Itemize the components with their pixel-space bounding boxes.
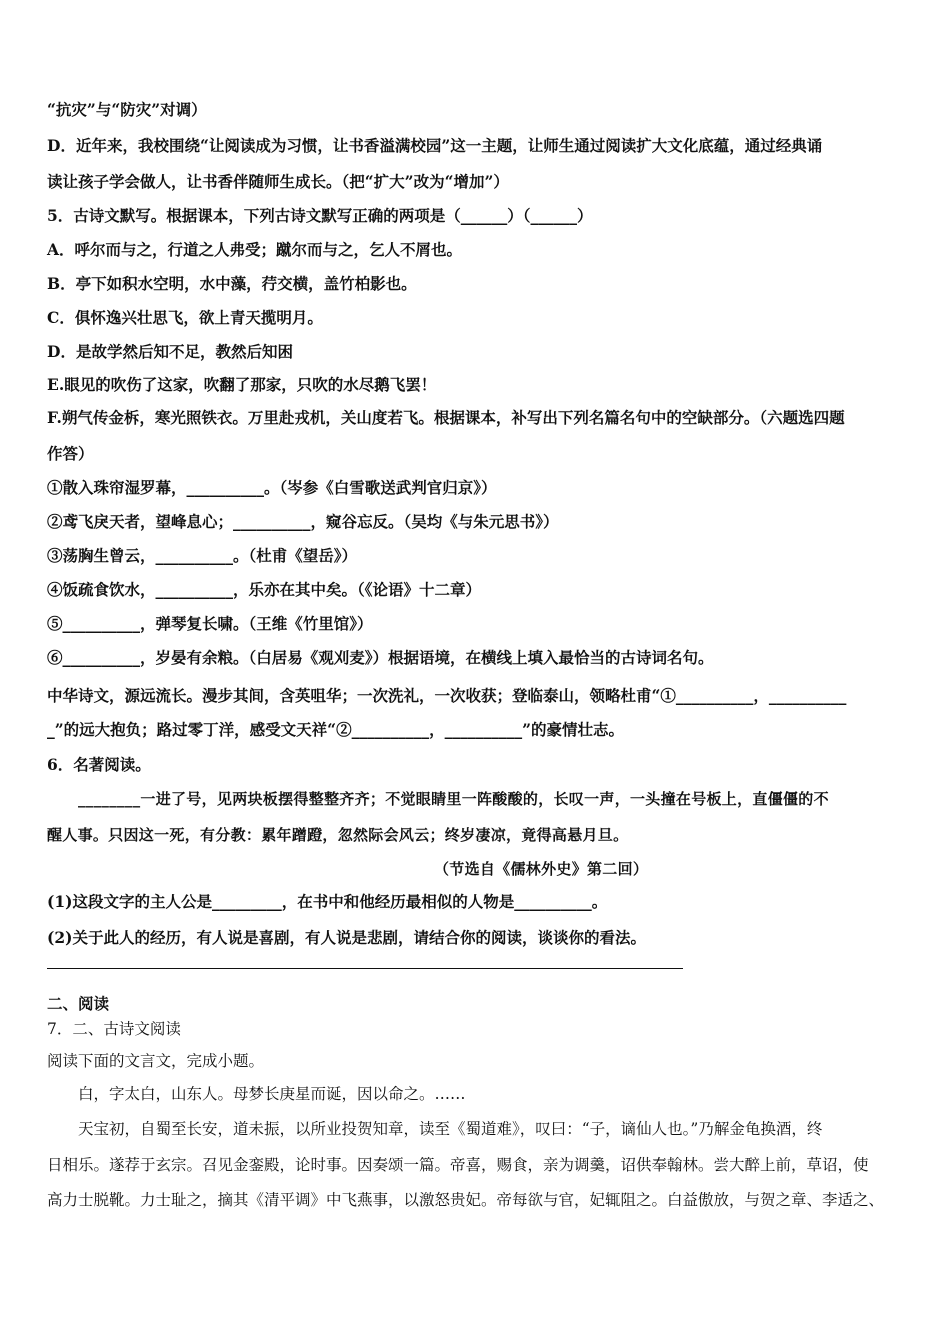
option-b: B．亭下如积水空明，水中藻，荇交横，盖竹柏影也。 xyxy=(47,274,417,293)
fill-blank-5: ⑤__________，弹琴复长啸。（王维《竹里馆》） xyxy=(47,614,373,633)
option-c: C．俱怀逸兴壮思飞，欲上青天揽明月。 xyxy=(47,308,323,327)
fill-blank-1: ①散入珠帘湿罗幕，__________。（岑参《白雪歌送武判官归京》） xyxy=(47,478,497,497)
question-7-title: 7．二、古诗文阅读 xyxy=(47,1020,181,1038)
classical-text-line1: 白，字太白，山东人。母梦长庚星而诞，因以命之。…… xyxy=(78,1085,466,1103)
fill-blank-3: ③荡胸生曾云，__________。（杜甫《望岳》） xyxy=(47,546,358,565)
line-03: 读让孩子学会做人，让书香伴随师生成长。（把“扩大”改为“增加”） xyxy=(47,172,509,191)
line-11: 作答） xyxy=(47,444,94,463)
excerpt-line1: ________一进了号，见两块板摆得整整齐齐；不觉眼睛里一阵酸酸的，长叹一声，一头撞在号板上，直僵僵的不 xyxy=(78,790,829,808)
excerpt-source: （节选自《儒林外史》第二回） xyxy=(434,860,649,878)
instruction: 阅读下面的文言文，完成小题。 xyxy=(47,1052,265,1070)
option-d: D．是故学然后知不足，教然后知困 xyxy=(47,342,293,361)
fill-blank-6: ⑥__________，岁晏有余粮。（白居易《观刈麦》）根据语境，在横线上填入最恰当的古诗词名句。 xyxy=(47,648,714,667)
question-6-title: 6．名著阅读。 xyxy=(47,755,151,774)
section-heading: 二、阅读 xyxy=(47,994,110,1013)
context-fill-line2: _”的远大抱负；路过零丁洋，感受文天祥“②__________，__________”的豪情壮志。 xyxy=(47,720,624,739)
answer-line xyxy=(47,968,683,969)
question-5-title: 5．古诗文默写。根据课本，下列古诗文默写正确的两项是（______）（______） xyxy=(47,206,593,225)
context-fill-line1: 中华诗文，源远流长。漫步其间，含英咀华；一次洗礼，一次收获；登临泰山，领略杜甫“①__________，__________ xyxy=(47,686,847,705)
classical-text-line2: 天宝初，自蜀至长安，道未振，以所业投贺知章，读至《蜀道难》，叹曰：“子，谪仙人也。”乃解金龟换酒，终 xyxy=(78,1120,823,1138)
option-e: E.眼见的吹伤了这家，吹翻了那家，只吹的水尽鹅飞罢！ xyxy=(47,375,437,394)
fill-blank-2: ②鸢飞戾天者，望峰息心；__________，窥谷忘反。（吴均《与朱元思书》） xyxy=(47,512,559,531)
sub-question-1: (1)这段文字的主人公是_________，在书中和他经历最相似的人物是__________。 xyxy=(47,892,608,911)
option-f: F.朔气传金柝，寒光照铁衣。万里赴戎机，关山度若飞。根据课本，补写出下列名篇名句中的空缺部分。（六题选四题 xyxy=(47,408,845,427)
option-d-question4: D．近年来，我校围绕“让阅读成为习惯，让书香溢满校园”这一主题，让师生通过阅读扩大文化底蕴，通过经典诵 xyxy=(47,136,823,155)
excerpt-line2: 醒人事。只因这一死，有分教：累年蹭蹬，忽然际会风云；终岁凄凉，竟得高悬月旦。 xyxy=(47,826,629,844)
classical-text-line4: 高力士脱靴。力士耻之，摘其《清平调》中飞燕事，以激怒贵妃。帝每欲与官，妃辄阻之。白益傲放，与贺之章、李适之、 xyxy=(47,1191,885,1209)
fill-blank-4: ④饭疏食饮水，__________，乐亦在其中矣。（《论语》十二章） xyxy=(47,580,482,599)
option-a: A．呼尔而与之，行道之人弗受；蹴尔而与之，乞人不屑也。 xyxy=(47,240,463,259)
sub-question-2: (2)关于此人的经历，有人说是喜剧，有人说是悲剧，请结合你的阅读，谈谈你的看法。 xyxy=(47,928,646,947)
line-01: “抗灾”与“防灾”对调） xyxy=(47,100,207,119)
classical-text-line3: 日相乐。遂荐于玄宗。召见金銮殿，论时事。因奏颂一篇。帝喜，赐食，亲为调羹，诏供奉翰林。尝大醉上前，草诏，使 xyxy=(47,1156,869,1174)
